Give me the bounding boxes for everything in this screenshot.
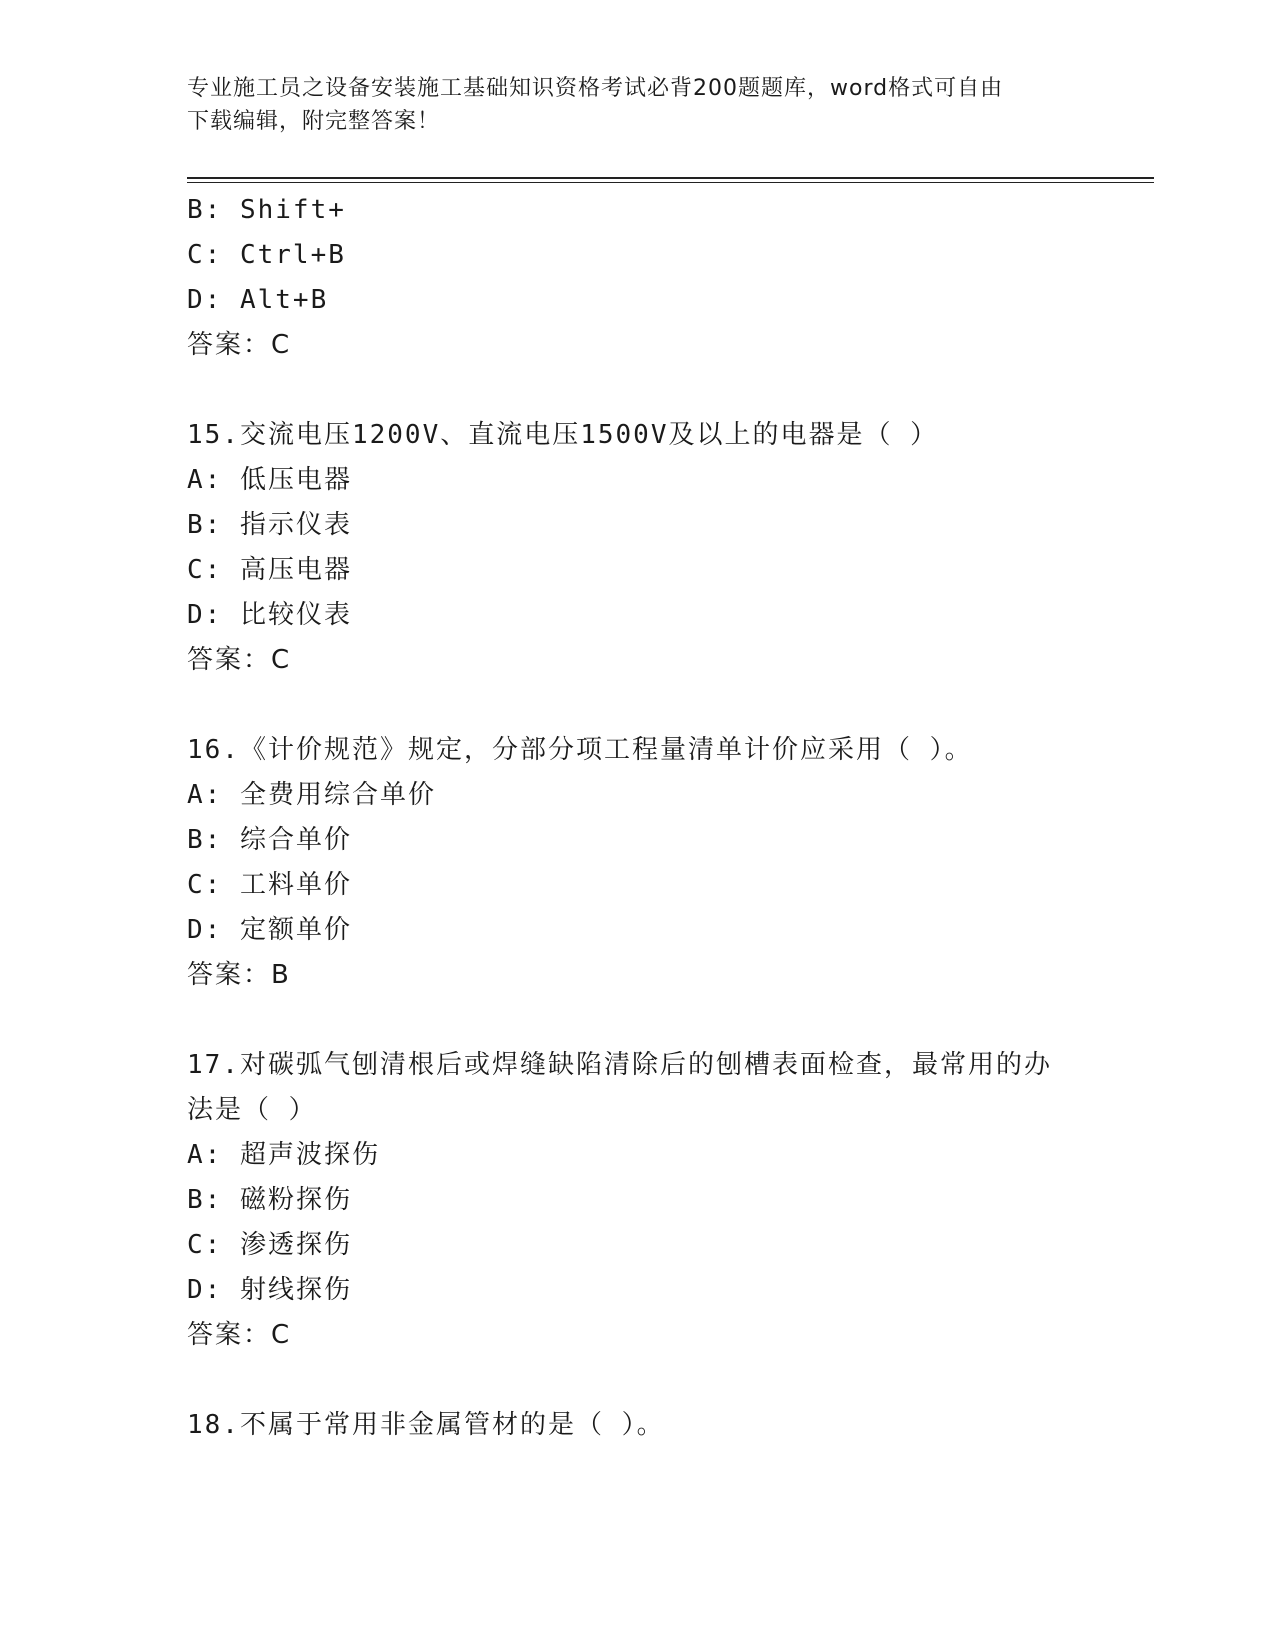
document-header xyxy=(187,72,1067,138)
q15-option-b: B: 指示仪表 xyxy=(187,510,352,540)
q15-option-c: C: 高压电器 xyxy=(187,555,352,585)
q16-option-a: A: 全费用综合单价 xyxy=(187,780,436,810)
q15-answer: 答案：C xyxy=(187,645,292,675)
header-rule-thin xyxy=(187,182,1154,183)
q17-question-line-1: 17.对碳弧气刨清根后或焊缝缺陷清除后的刨槽表面检查，最常用的办 xyxy=(187,1050,1052,1080)
q14-option-c: C: Ctrl+B xyxy=(187,240,346,270)
q18-question: 18.不属于常用非金属管材的是（ ）。 xyxy=(187,1410,665,1440)
q15-option-d: D: 比较仪表 xyxy=(187,600,352,630)
q17-option-c: C: 渗透探伤 xyxy=(187,1230,352,1260)
header-line-2: 下载编辑，附完整答案！ xyxy=(187,109,441,134)
q17-option-a: A: 超声波探伤 xyxy=(187,1140,380,1170)
q16-option-c: C: 工料单价 xyxy=(187,870,352,900)
q16-option-d: D: 定额单价 xyxy=(187,915,352,945)
q17-answer: 答案：C xyxy=(187,1320,292,1350)
q17-option-b: B: 磁粉探伤 xyxy=(187,1185,352,1215)
q14-option-d: D: Alt+B xyxy=(187,285,329,315)
q16-answer: 答案：B xyxy=(187,960,291,990)
header-line-1: 专业施工员之设备安装施工基础知识资格考试必背200题题库，word格式可自由 xyxy=(187,76,1004,101)
q17-option-d: D: 射线探伤 xyxy=(187,1275,352,1305)
q14-option-b: B: Shift+ xyxy=(187,195,346,225)
q17-question-line-2: 法是（ ） xyxy=(187,1095,317,1125)
q16-question: 16.《计价规范》规定，分部分项工程量清单计价应采用（ ）。 xyxy=(187,735,973,765)
q15-question: 15.交流电压1200V、直流电压1500V及以上的电器是（ ） xyxy=(187,420,939,450)
q15-option-a: A: 低压电器 xyxy=(187,465,352,495)
q14-answer: 答案：C xyxy=(187,330,292,360)
q16-option-b: B: 综合单价 xyxy=(187,825,352,855)
header-rule-thick xyxy=(187,177,1154,179)
